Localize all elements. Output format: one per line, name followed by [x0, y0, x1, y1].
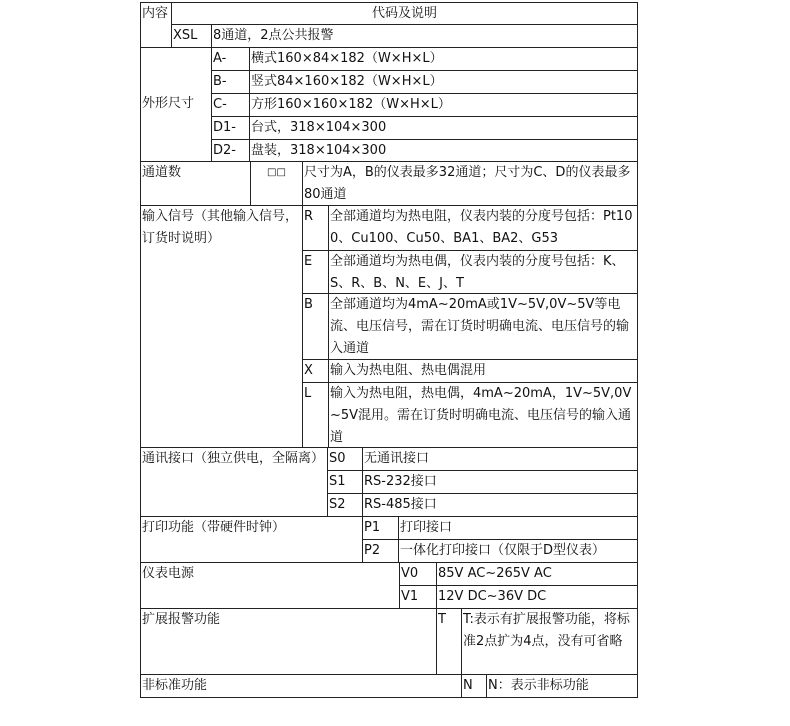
- alarm-desc: T:表示有扩展报警功能，将标准2点扩为4点，没有可省略: [461, 608, 638, 675]
- power-label: 仪表电源: [140, 562, 400, 609]
- input-desc-e: 全部通道均为热电偶，仪表内装的分度号包括：K、S、R、B、N、E、J、T: [328, 250, 638, 294]
- shape-code-d1: D1-: [211, 116, 250, 140]
- xsl-desc: 8通道，2点公共报警: [211, 24, 638, 48]
- content-header: 内容: [140, 2, 172, 25]
- input-desc-r: 全部通道均为热电阻，仪表内装的分度号包括：Pt100、Cu100、Cu50、BA1、BA2、G53: [328, 205, 638, 251]
- shape-code-b: B-: [211, 70, 250, 94]
- input-code-l: L: [302, 382, 329, 448]
- power-desc-v0: 85V AC~265V AC: [436, 562, 638, 586]
- print-desc-p1: 打印接口: [398, 516, 638, 540]
- comm-code-s1: S1: [327, 470, 363, 494]
- comm-code-s0: S0: [327, 447, 363, 471]
- input-desc-l: 输入为热电阻，热电偶，4mA~20mA，1V~5V,0V~5V混用。需在订货时明确电流、电压信号的输入通道: [328, 382, 638, 448]
- print-label: 打印功能（带硬件时钟）: [140, 516, 363, 563]
- shape-code-c: C-: [211, 93, 250, 117]
- comm-label: 通讯接口（独立供电，全隔离）: [140, 447, 328, 517]
- shape-desc-a: 横式160×84×182（W×H×L）: [249, 47, 638, 71]
- channels-desc: 尺寸为A，B的仪表最多32通道；尺寸为C、D的仪表最多80通道: [302, 161, 638, 206]
- nonstd-code: N: [461, 674, 487, 698]
- code-header: 代码及说明: [171, 2, 638, 25]
- comm-desc-s2: RS-485接口: [362, 493, 638, 517]
- input-code-x: X: [302, 359, 329, 383]
- comm-desc-s1: RS-232接口: [362, 470, 638, 494]
- comm-desc-s0: 无通讯接口: [362, 447, 638, 471]
- nonstd-label: 非标准功能: [140, 674, 462, 698]
- power-code-v1: V1: [399, 585, 437, 609]
- input-desc-b: 全部通道均为4mA~20mA或1V~5V,0V~5V等电流、电压信号，需在订货时明确电流、电压信号的输入通道: [328, 293, 638, 360]
- shape-label: 外形尺寸: [140, 47, 212, 162]
- alarm-label: 扩展报警功能: [140, 608, 437, 675]
- input-code-b: B: [302, 293, 329, 360]
- shape-desc-c: 方形160×160×182（W×H×L）: [249, 93, 638, 117]
- print-code-p2: P2: [362, 539, 399, 563]
- shape-desc-d1: 台式，318×104×300: [249, 116, 638, 140]
- channels-code: □□: [250, 161, 303, 206]
- input-desc-x: 输入为热电阻、热电偶混用: [328, 359, 638, 383]
- print-code-p1: P1: [362, 516, 399, 540]
- alarm-code: T: [436, 608, 462, 675]
- input-code-r: R: [302, 205, 329, 251]
- power-desc-v1: 12V DC~36V DC: [436, 585, 638, 609]
- channels-label: 通道数: [140, 161, 251, 206]
- input-label: 输入信号（其他输入信号，订货时说明）: [140, 205, 303, 448]
- shape-desc-d2: 盘装，318×104×300: [249, 139, 638, 162]
- comm-code-s2: S2: [327, 493, 363, 517]
- print-desc-p2: 一体化打印接口（仅限于D型仪表）: [398, 539, 638, 563]
- shape-desc-b: 竖式84×160×182（W×H×L）: [249, 70, 638, 94]
- input-code-e: E: [302, 250, 329, 294]
- shape-code-d2: D2-: [211, 139, 250, 162]
- nonstd-desc: N：表示非标功能: [486, 674, 638, 698]
- xsl-code: XSL: [171, 24, 212, 48]
- xsl-spacer: [140, 24, 172, 48]
- shape-code-a: A-: [211, 47, 250, 71]
- power-code-v0: V0: [399, 562, 437, 586]
